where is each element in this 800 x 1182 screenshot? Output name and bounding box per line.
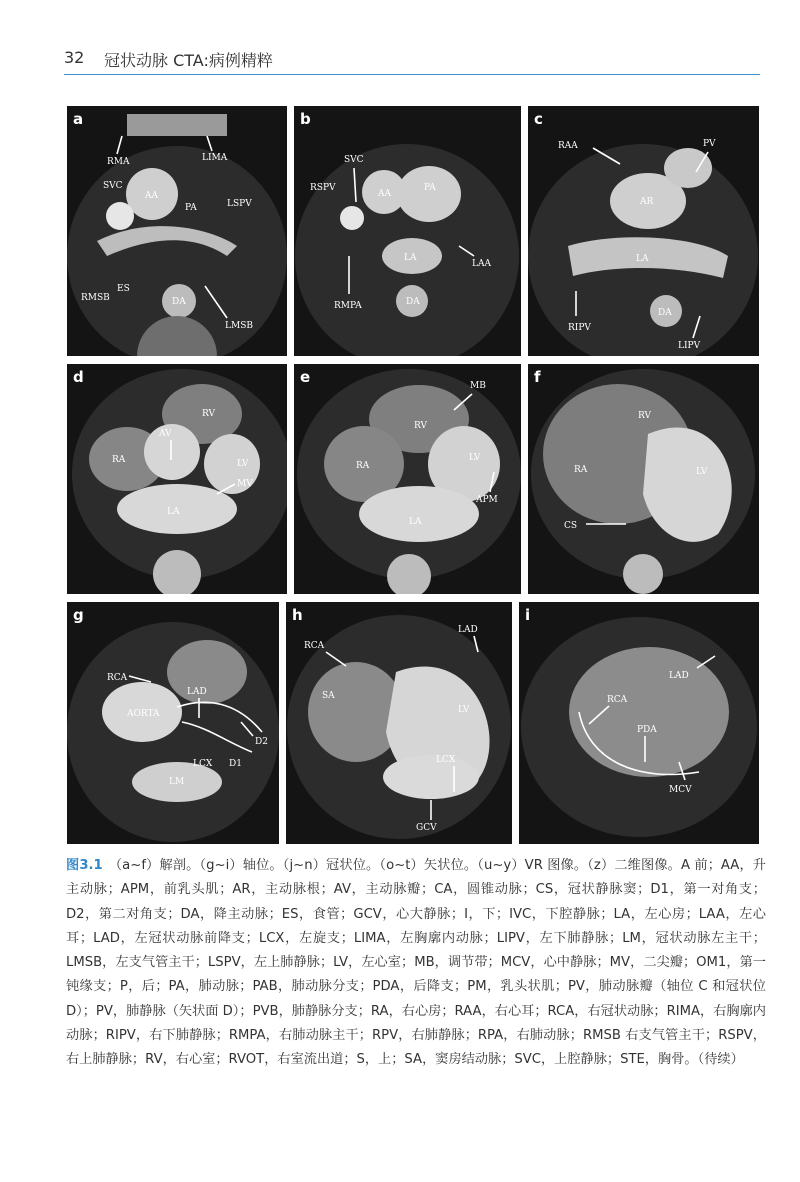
label-lv: LV [458,705,470,715]
label-pda: PDA [637,725,657,735]
ct-image-i [519,602,759,844]
label-sa: SA [322,691,335,701]
label-rca: RCA [607,695,628,705]
label-lmsb: LMSB [225,321,253,331]
label-rspv: RSPV [310,183,336,193]
label-av: AV [159,429,172,439]
label-ripv: RIPV [568,323,591,333]
label-gcv: GCV [416,823,437,833]
label-da: DA [172,297,186,307]
panel-letter-g: g [73,606,84,624]
label-laa: LAA [472,259,491,269]
label-la: LA [167,507,180,517]
label-la: LA [409,517,422,527]
label-lipv: LIPV [678,341,701,351]
figure-label: 图3.1 [66,858,103,873]
page-header [64,44,760,74]
label-aa: AA [145,191,158,201]
panel-letter-h: h [292,606,303,624]
label-rv: RV [414,421,427,431]
label-lima: LIMA [202,153,228,163]
label-rv: RV [638,411,651,421]
running-title: 冠状动脉 CTA:病例精粹 [104,51,273,70]
caption-text: （a~f）解剖。（g~i）轴位。（j~n）冠状位。（o~t）矢状位。（u~y）VR 图像。（z）二维图像。A 前；AA，升主动脉；APM，前乳头肌；AR，主动脉根；AV，主动脉瓣；CA，圆锥动脉；CS，冠状静脉窦；D1，第一对角支；D2，第二对角支；DA，降主动脉；ES，食管；GCV，心大静脉；I，下；IVC，下腔静脉；LA，左心房；LAA，左心耳；LAD，左冠状动脉前降支；LCX，左旋支；LIMA，左胸廓内动脉；LIPV，左下肺静脉；LM，冠状动脉左主干；LMSB，左支气管主干；LSPV，左上肺静脉；LV，左心室；MB，调节带；MCV，心中静脉；MV，二尖瓣；OM1，第一钝缘支；P，后；PA，肺动脉；PAB，肺动脉分支；PDA，后降支；PM，乳头状肌；PV，肺动脉瓣（轴位 C 和冠状位 D）；PV，肺静脉（矢状面 D）；PVB，肺静脉分支；RA，右心房；RAA，右心耳；RCA，右冠状动脉；RIMA，右胸廓内动脉；RIPV，右下肺静脉；RMPA，右肺动脉主干；RPV，右肺静脉；RPA，右肺动脉；RMSB 右支气管主干；RSPV，右上肺静脉；RV，右心室；RVOT，右室流出道；S，上；SA，窦房结动脉；SVC，上腔静脉；STE，胸骨。（待续） [66,858,766,1068]
panel-g [67,602,279,844]
label-lad: LAD [458,625,478,635]
label-cs: CS [564,521,578,531]
label-lv: LV [469,453,481,463]
panel-a [67,106,287,356]
label-mcv: MCV [669,785,692,795]
label-rca: RCA [107,673,128,683]
ct-image-g [67,602,279,844]
label-la: LA [636,254,649,264]
panel-letter-a: a [73,110,84,128]
label-pv: PV [703,139,716,149]
panel-i [519,602,759,844]
label-pa: PA [424,183,436,193]
ct-image-a [67,106,287,356]
label-svc: SVC [344,155,364,165]
panel-letter-d: d [73,368,84,386]
label-lv: LV [237,459,249,469]
label-ra: RA [356,461,370,471]
ct-image-e [294,364,521,594]
label-ra: RA [574,465,588,475]
figure-3-1 [67,106,759,844]
ct-image-h [286,602,512,844]
ct-image-d [67,364,287,594]
label-da: DA [406,297,420,307]
label-svc: SVC [103,181,123,191]
label-da: DA [658,308,672,318]
label-lspv: LSPV [227,199,252,209]
label-mv: MV [237,479,253,489]
label-rmpa: RMPA [334,301,362,311]
label-aorta: AORTA [127,709,160,719]
panel-c [528,106,759,356]
label-ar: AR [640,197,654,207]
panel-letter-i: i [525,606,531,624]
ct-image-c [528,106,759,356]
panel-e [294,364,521,594]
panel-b [294,106,521,356]
label-rca: RCA [304,641,325,651]
ct-image-f [528,364,759,594]
label-apm: APM [476,495,498,505]
panel-letter-c: c [534,110,543,128]
label-lcx: LCX [436,755,456,765]
label-ra: RA [112,455,126,465]
label-lm: LM [169,777,185,787]
label-rv: RV [202,409,215,419]
panel-letter-b: b [300,110,311,128]
label-lad: LAD [669,671,689,681]
label-lcx: LCX [193,759,213,769]
figure-caption [66,854,766,1073]
label-lad: LAD [187,687,207,697]
label-pa: PA [185,203,197,213]
header-rule [64,74,760,75]
label-lv: LV [696,467,708,477]
panel-f [528,364,759,594]
label-la: LA [404,253,417,263]
label-raa: RAA [558,141,578,151]
panel-letter-e: e [300,368,311,386]
panel-letter-f: f [534,368,541,386]
panel-h [286,602,512,844]
ct-image-b [294,106,521,356]
label-aa: AA [378,189,391,199]
label-es: ES [117,284,130,294]
label-d2: D2 [255,737,268,747]
label-mb: MB [470,381,486,391]
label-rma: RMA [107,157,130,167]
page-number: 32 [64,48,85,67]
panel-d [67,364,287,594]
label-rmsb: RMSB [81,293,110,303]
label-d1: D1 [229,759,242,769]
